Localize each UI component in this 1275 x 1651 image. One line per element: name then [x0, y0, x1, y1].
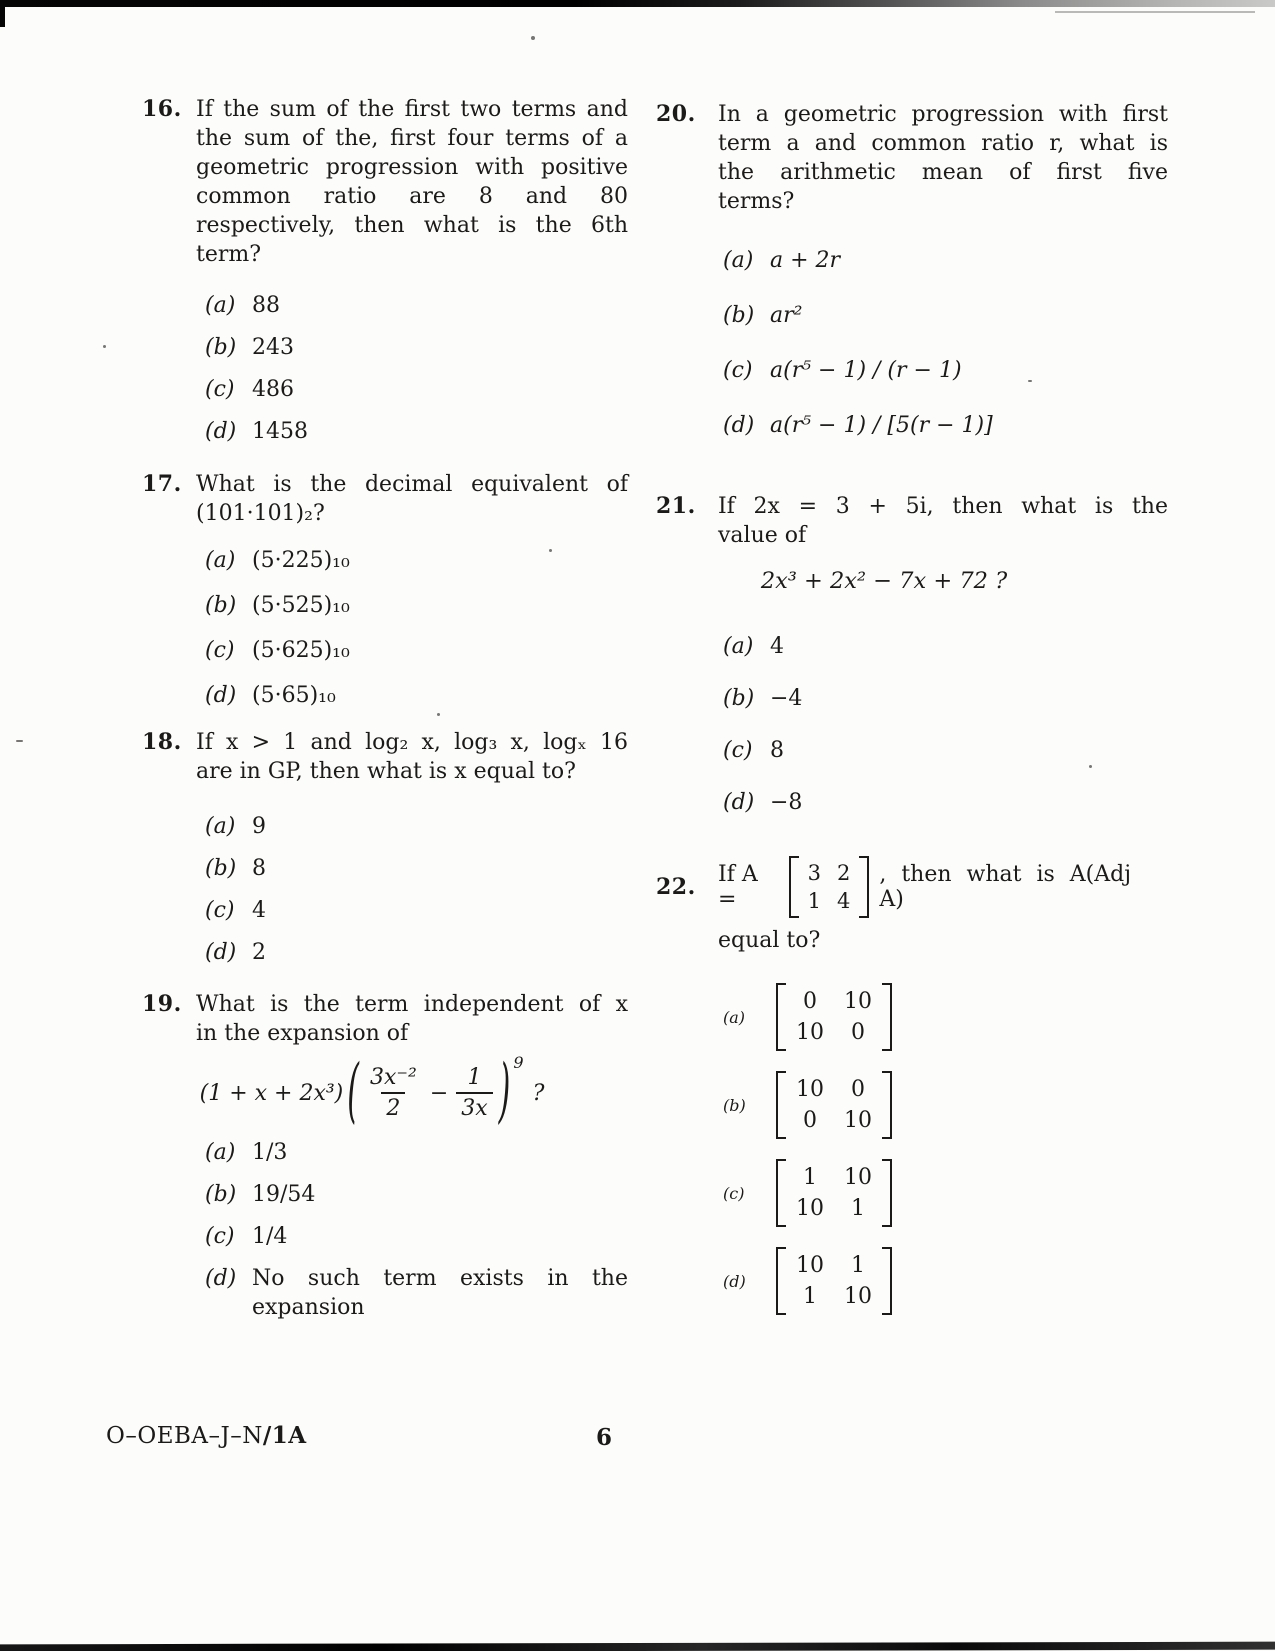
- footer-code-prefix: O–OEBA–J–N: [106, 1423, 263, 1449]
- option-label: (a): [723, 248, 754, 273]
- question-16-line: the sum of the, first four terms of a: [196, 126, 628, 151]
- option-row: [723, 246, 1168, 275]
- option-value: (5·225)₁₀: [252, 548, 350, 573]
- option-label: (b): [205, 335, 237, 360]
- option-label: (c): [205, 377, 235, 402]
- option-label: (b): [723, 686, 755, 711]
- option-row: [205, 636, 628, 665]
- matrix-cell: 0: [803, 1108, 817, 1133]
- option-row: [723, 983, 1168, 1051]
- option-row: [205, 1138, 628, 1167]
- option-row: [205, 375, 628, 404]
- option-value: −8: [770, 790, 803, 815]
- option-row: [723, 736, 1168, 765]
- fraction-denominator: 3x: [456, 1092, 492, 1122]
- footer-code-suffix: /1A: [262, 1422, 307, 1449]
- option-label: (d): [723, 1271, 746, 1291]
- option-value: 9: [252, 814, 266, 839]
- option-matrix: [776, 1071, 892, 1139]
- question-16-line: If the sum of the first two terms and: [196, 97, 628, 122]
- option-label: (d): [723, 790, 755, 815]
- question-17: [142, 470, 628, 726]
- option-value: 88: [252, 293, 280, 318]
- option-row: [205, 333, 628, 362]
- matrix-bracket-right: [882, 1159, 892, 1227]
- formula-question-mark: ?: [532, 1080, 545, 1106]
- question-22-intro-prefix: If A =: [718, 862, 758, 912]
- scan-speck: [16, 740, 23, 742]
- option-value: (5·525)₁₀: [252, 593, 350, 618]
- option-row: [205, 681, 628, 710]
- option-value: 486: [252, 377, 294, 402]
- option-row: [723, 1071, 1168, 1139]
- option-row: [205, 938, 628, 967]
- matrix-cell: 10: [844, 989, 872, 1014]
- matrix-bracket-right: [882, 1247, 892, 1315]
- question-21: [656, 492, 1168, 840]
- scan-speck: [531, 36, 535, 40]
- matrix-cell: 10: [844, 1108, 872, 1133]
- option-value: ar²: [770, 303, 803, 328]
- option-row: [723, 1247, 1168, 1315]
- option-matrix: [776, 1247, 892, 1315]
- option-row: [723, 356, 1168, 385]
- scan-left-edge: [0, 0, 5, 27]
- option-label: (b): [723, 1095, 746, 1115]
- scan-top-bar: [0, 0, 1275, 7]
- option-label: (c): [723, 738, 753, 763]
- option-label: (b): [723, 303, 755, 328]
- option-label: (a): [205, 814, 236, 839]
- question-18-number: 18.: [142, 729, 182, 755]
- fraction-numerator: 1: [467, 1065, 482, 1090]
- formula-operator: −: [429, 1080, 449, 1106]
- option-value-line: expansion: [252, 1295, 365, 1320]
- option-row: [723, 411, 1168, 440]
- option-label: (c): [205, 898, 235, 923]
- question-18-line: are in GP, then what is x equal to?: [196, 759, 576, 784]
- option-label: (c): [205, 1224, 235, 1249]
- question-16: [142, 95, 628, 459]
- question-21-line: value of: [718, 523, 807, 548]
- option-label: (c): [205, 638, 235, 663]
- question-21-formula: 2x³ + 2x² − 7x + 72 ?: [760, 568, 1008, 594]
- option-row: [205, 812, 628, 841]
- question-20-line: In a geometric progression with first: [718, 102, 1168, 127]
- matrix-cell: 1: [851, 1196, 865, 1221]
- formula-exponent: 9: [513, 1052, 524, 1072]
- option-value: 2: [252, 940, 266, 965]
- scan-speck: [103, 345, 106, 348]
- question-20-number: 20.: [656, 101, 696, 127]
- question-17-line: (101·101)₂?: [196, 501, 325, 526]
- matrix-cell: 2: [836, 861, 851, 885]
- matrix-bracket-left: [789, 856, 799, 918]
- option-value: 1458: [252, 419, 308, 444]
- question-22-intro-suffix: , then what is A(Adj A): [879, 862, 1132, 912]
- matrix-bracket-left: [776, 1159, 786, 1227]
- question-22-line: equal to?: [718, 928, 821, 953]
- question-18: [142, 728, 628, 980]
- matrix-a: [789, 856, 870, 918]
- option-row: [205, 896, 628, 925]
- option-label: (b): [205, 856, 237, 881]
- option-row: [723, 684, 1168, 713]
- option-row: [205, 546, 628, 575]
- question-22-number: 22.: [656, 874, 696, 900]
- option-value: a + 2r: [770, 248, 841, 273]
- option-value: (5·65)₁₀: [252, 683, 336, 708]
- question-19-line: What is the term independent of x: [196, 992, 628, 1017]
- scan-top-line: [1055, 11, 1255, 13]
- big-paren-close: ): [498, 1050, 511, 1133]
- question-21-line: If 2x = 3 + 5i, then what is the: [718, 494, 1168, 519]
- option-value: a(r⁵ − 1) / (r − 1): [770, 358, 962, 383]
- question-21-number: 21.: [656, 493, 696, 519]
- option-row: [205, 1180, 628, 1209]
- option-row: [723, 1159, 1168, 1227]
- fraction: [456, 1064, 492, 1122]
- option-label: (d): [723, 413, 755, 438]
- matrix-cell: 0: [803, 989, 817, 1014]
- question-20: [656, 100, 1168, 466]
- option-value: 1/3: [252, 1140, 288, 1165]
- matrix-cell: 10: [796, 1196, 824, 1221]
- matrix-bracket-right: [882, 983, 892, 1051]
- option-value: 4: [770, 634, 784, 659]
- option-value: 4: [252, 898, 266, 923]
- option-row: [205, 1264, 628, 1322]
- question-18-line: If x > 1 and log₂ x, log₃ x, logₓ 16: [196, 730, 628, 755]
- option-label: (b): [205, 593, 237, 618]
- matrix-cell: 0: [851, 1077, 865, 1102]
- question-20-line: the arithmetic mean of first five: [718, 160, 1168, 185]
- matrix-cell: 4: [836, 889, 851, 913]
- option-label: (d): [205, 683, 237, 708]
- option-row: [723, 788, 1168, 817]
- matrix-cell: 10: [844, 1284, 872, 1309]
- option-matrix: [776, 983, 892, 1051]
- question-19-line: in the expansion of: [196, 1021, 409, 1046]
- matrix-cell: 1: [807, 889, 821, 913]
- option-label: (d): [205, 940, 237, 965]
- matrix-bracket-left: [776, 983, 786, 1051]
- footer-booklet-code: [106, 1422, 307, 1449]
- option-label: (c): [723, 1183, 745, 1203]
- option-value: [252, 1264, 628, 1322]
- option-value: 243: [252, 335, 294, 360]
- question-16-number: 16.: [142, 96, 182, 122]
- question-16-line: respectively, then what is the 6th: [196, 213, 628, 238]
- question-16-line: term?: [196, 242, 262, 267]
- option-row: [723, 301, 1168, 330]
- option-label: (b): [205, 1182, 237, 1207]
- matrix-cell: 10: [796, 1077, 824, 1102]
- matrix-bracket-left: [776, 1247, 786, 1315]
- option-matrix: [776, 1159, 892, 1227]
- question-19-formula: [116, 1050, 628, 1133]
- question-20-line: terms?: [718, 189, 795, 214]
- page-number: 6: [596, 1424, 613, 1451]
- question-17-line: What is the decimal equivalent of: [196, 472, 628, 497]
- matrix-cell: 1: [803, 1284, 817, 1309]
- option-value: −4: [770, 686, 803, 711]
- option-row: [723, 632, 1168, 661]
- matrix-cell: 1: [803, 1165, 817, 1190]
- fraction: [365, 1064, 422, 1122]
- option-row: [205, 417, 628, 446]
- question-17-number: 17.: [142, 471, 182, 497]
- scan-bottom-bar: [0, 1642, 1275, 1651]
- formula-prefix: (1 + x + 2x³): [199, 1080, 344, 1106]
- fraction-numerator: 3x⁻²: [369, 1065, 417, 1090]
- option-value: 8: [770, 738, 784, 763]
- matrix-cell: 3: [807, 861, 821, 885]
- matrix-cell: 10: [796, 1020, 824, 1045]
- big-paren-open: (: [347, 1050, 359, 1133]
- option-value: (5·625)₁₀: [252, 638, 350, 663]
- matrix-cell: 1: [851, 1253, 865, 1278]
- option-label: (d): [205, 1266, 237, 1291]
- question-19: [142, 990, 628, 1335]
- option-row: [205, 854, 628, 883]
- matrix-cell: 10: [796, 1253, 824, 1278]
- option-value: a(r⁵ − 1) / [5(r − 1)]: [770, 413, 993, 438]
- question-16-line: geometric progression with positive: [196, 155, 628, 180]
- option-label: (a): [205, 1140, 236, 1165]
- question-20-line: term a and common ratio r, what is: [718, 131, 1168, 156]
- question-22: [656, 856, 1168, 1335]
- matrix-cell: 0: [851, 1020, 865, 1045]
- matrix-bracket-left: [776, 1071, 786, 1139]
- option-row: [205, 1222, 628, 1251]
- option-row: [205, 291, 628, 320]
- option-label: (a): [205, 293, 236, 318]
- option-label: (d): [205, 419, 237, 444]
- option-value-line: No such term exists in the: [252, 1266, 628, 1291]
- matrix-bracket-right: [859, 856, 869, 918]
- fraction-denominator: 2: [381, 1092, 405, 1122]
- option-label: (a): [723, 1007, 746, 1027]
- question-19-number: 19.: [142, 991, 182, 1017]
- option-row: [205, 591, 628, 620]
- option-label: (c): [723, 358, 753, 383]
- question-16-line: common ratio are 8 and 80: [196, 184, 628, 209]
- option-label: (a): [205, 548, 236, 573]
- matrix-bracket-right: [882, 1071, 892, 1139]
- matrix-cell: 10: [844, 1165, 872, 1190]
- option-value: 1/4: [252, 1224, 288, 1249]
- option-value: 19/54: [252, 1182, 316, 1207]
- option-label: (a): [723, 634, 754, 659]
- option-value: 8: [252, 856, 266, 881]
